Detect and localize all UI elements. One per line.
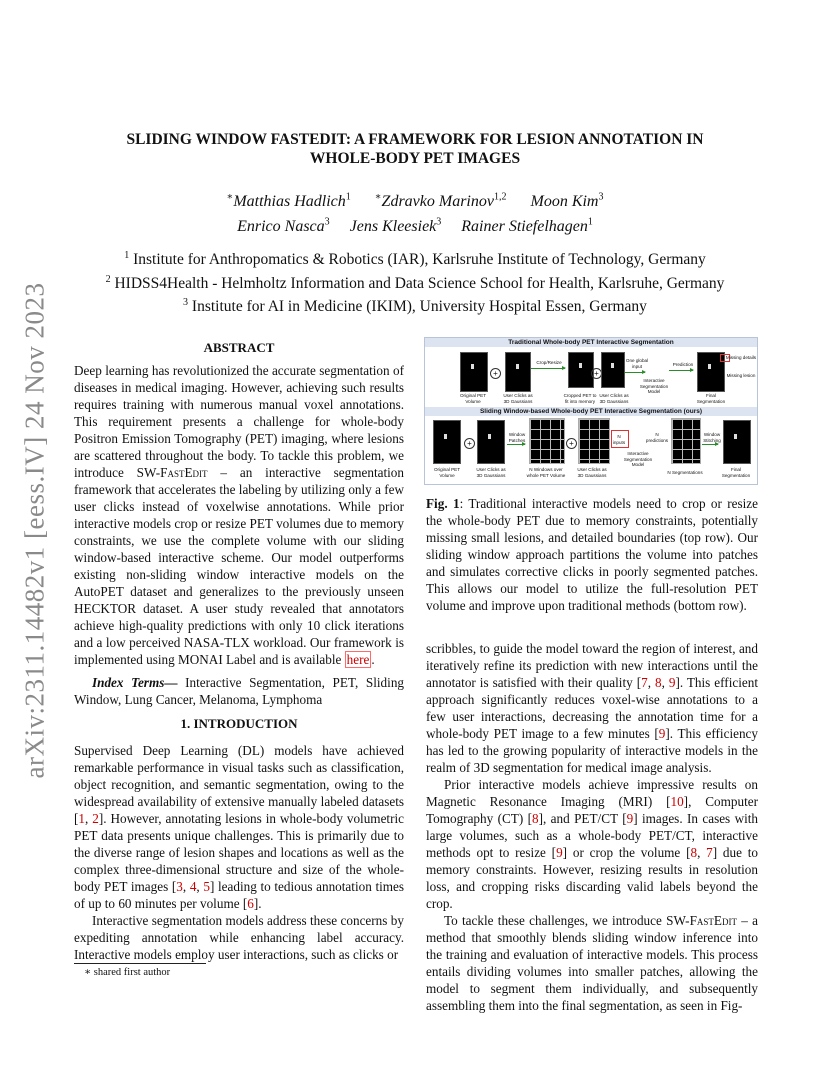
figure-label: N Windows over whole PET Volume (526, 467, 566, 478)
figure-label: User Clicks as 3D Gaussians (577, 467, 607, 478)
index-terms: Index Terms— Interactive Segmentation, PET, Sliding Window, Lung Cancer, Melanoma, Lymphoma (74, 675, 405, 707)
figure-label: Final Segmentation (696, 393, 726, 404)
segmentation-grid (671, 418, 701, 464)
arrow-icon (507, 444, 525, 445)
figure-top-title: Traditional Whole-body PET Interactive Segmentation (425, 338, 757, 347)
intro-heading: 1. INTRODUCTION (180, 716, 298, 731)
affiliation: $^2$ HIDSS4Health - Helmholtz Information and Data Science School for Health, Karlsruhe, Germany (105, 273, 725, 292)
author: Jens Kleesiek$^3$ (349, 216, 442, 235)
figure-bottom-title: Sliding Window-based Whole-body PET Interactive Segmentation (ours) (425, 407, 757, 416)
pet-volume (433, 420, 461, 464)
citation-link[interactable]: 4 (189, 879, 197, 894)
figure-label: User Clicks as 3D Gaussians (476, 467, 506, 478)
citation-link[interactable]: 8 (690, 845, 698, 860)
author: ∗Matthias Hadlich$^1$ (226, 192, 351, 211)
citation-link[interactable]: 9 (668, 675, 676, 690)
citation-link[interactable]: 10 (670, 794, 684, 809)
gaussian-volume (477, 420, 505, 464)
arrow-icon (625, 372, 645, 373)
figure-label: Original PET Volume (459, 393, 487, 404)
affiliations (80, 246, 750, 317)
author: Enrico Nasca$^3$ (237, 216, 330, 235)
figure-label: N inputs (612, 434, 626, 445)
abstract-text: Deep learning has revolutionized the accurate segmentation of diseases in medical imaging. However, achieving such results requires training with numerous manual voxel annotations. This requirement presents a challenge for whole-body Positron Emission Tomography (PET) imaging, where lesions are scattered throughout the body. To tackle this problem, we introduce SW-FastEdit – an interactive segmentation framework that accelerates the labeling by utilizing only a few user clicks instead of voxelwise annotations. While prior interactive models crop or resize PET volumes due to memory constraints, we use the complete volume with our sliding window-based interactive scheme. Our model outperforms existing non-sliding window interactive models on the AutoPET dataset and generalizes to the previously unseen HECKTOR dataset. A user study revealed that annotators achieve high-quality predictions with only 10 click iterations and a low perceived NASA-TLX workload. Our framework is implemented using MONAI Label and is available here . Index Terms— Interactive Segmentation, PET, Sliding Window, Lung Cancer, Melanoma, Lymphoma (74, 363, 405, 707)
paper-title: SLIDING WINDOW FASTEDIT: A FRAMEWORK FOR LESION ANNOTATION IN WHOLE-BODY PET IMAGES (126, 131, 704, 167)
code-link[interactable]: here (346, 652, 370, 667)
author: Moon Kim$^3$ (530, 192, 604, 211)
figure-label: User Clicks as 3D Gaussians (503, 393, 533, 404)
citation-link[interactable]: 9 (626, 811, 634, 826)
citation-link[interactable]: 7 (641, 675, 648, 690)
citation-link[interactable]: 7 (706, 845, 713, 860)
figure-label: N Segmentations (667, 470, 703, 475)
gaussian-volume (505, 352, 531, 392)
arrow-icon (669, 370, 693, 371)
affiliation: $^3$ Institute for AI in Medicine (IKIM), University Hospital Essen, Germany (183, 297, 647, 316)
window-grid (578, 418, 610, 464)
figure-label: N predictions (645, 432, 669, 443)
affiliation: $^1$ Institute for Anthropomatics & Robotics (IAR), Karlsruhe Institute of Technology, Germany (124, 250, 706, 269)
footnote: ∗ shared first author (84, 967, 171, 978)
pet-volume (460, 352, 488, 392)
figure-label: Window Patches (508, 432, 526, 443)
arrow-icon (702, 444, 718, 445)
figure-label: One global input (625, 358, 649, 369)
footnote-rule (74, 963, 206, 964)
gaussian-volume (601, 352, 625, 388)
author-list (90, 188, 740, 237)
figure-label: User Clicks as 3D Gaussians (599, 393, 629, 404)
plus-icon: + (566, 438, 577, 449)
figure-label: Missing details (725, 355, 757, 360)
citation-link[interactable]: 8 (532, 811, 539, 826)
plus-icon: + (490, 368, 501, 379)
citation-link[interactable]: 3 (176, 879, 183, 894)
figure-1 (424, 337, 758, 485)
figure-label: Window Stitching (703, 432, 721, 443)
citation-link[interactable]: 2 (92, 811, 99, 826)
plus-icon: + (464, 438, 475, 449)
abstract-heading: ABSTRACT (203, 340, 275, 355)
figure-label: Prediction (672, 362, 694, 367)
cropped-volume (568, 352, 594, 388)
citation-link[interactable]: 9 (556, 845, 563, 860)
figure-label: Final Segmentation (721, 467, 751, 478)
intro-text: Supervised Deep Learning (DL) models have achieved remarkable performance in visual tasks such as classification, object recognition, and semantic segmentation, owing to the widespread availability of extensive manually labeled datasets [1, 2]. However, annotating lesions in whole-body volumetric PET data presents unique challenges. This is primarily due to the diverse range of lesion shapes and locations as well as the complex three-dimensional structure and size of the whole-body PET images [3, 4, 5] leading to tedious annotation times of up to 60 minutes per volume [6]. Interactive segmentation models address these concerns by expediting annotation while enhancing label accuracy. Interactive models employ user interactions, such as clicks or (74, 743, 405, 962)
arrow-icon (531, 368, 565, 369)
figure-label: Missing lesion (726, 373, 756, 378)
author: ∗Zdravko Marinov$^{1,2}$ (374, 192, 507, 211)
arxiv-stamp: arXiv:2311.14482v1 [eess.IV] 24 Nov 2023 (19, 282, 50, 778)
plus-icon: + (591, 368, 602, 379)
citation-link[interactable]: 5 (203, 879, 210, 894)
final-volume (723, 420, 751, 464)
citation-link[interactable]: 9 (658, 726, 666, 741)
figure-label: Interactive Segmentation Model (623, 451, 653, 467)
figure-caption: Fig. 1: Traditional interactive models need to crop or resize the whole-body PET due to memory constraints, potentially missing small lesions, and detailed boundaries (top row). Our sliding window approach partitions the volume into patches and simulates corrective clicks in poorly segmented patches. This allows our model to utilize the full-resolution PET volume and improve upon traditional methods (bottom row). (426, 496, 758, 613)
figure-label: Crop/Resize (536, 360, 562, 365)
citation-link[interactable]: 6 (247, 896, 254, 911)
citation-link[interactable]: 1 (78, 811, 85, 826)
right-column-text: scribbles, to guide the model toward the region of interest, and iteratively refine its prediction with new interactions until the annotator is satisfied with their quality [7, 8, 9]. This efficient approach significantly reduces voxel-wise annotations to a few user interactions, decreasing the annotation time for a whole-body PET image to a few minutes [9]. This efficiency has led to the growing popularity of interactive models in the realm of 3D segmentation for medical image analysis. Prior interactive models achieve impressive results on Magnetic Resonance Imaging (MRI) [10], Computer Tomography (CT) [8], and PET/CT [9] images. In cases with large volumes, such as a whole-body PET/CT, interactive methods opt to resize [9] or crop the volume [8, 7] due to memory constraints. However, resizing results in resolution loss, and cropping risks discarding valid labels beyond the crop. To tackle these challenges, we introduce SW-FastEdit – a method that smoothly blends sliding window inference into the training and evaluation of interactive models. This process entails dividing volumes into smaller patches, allowing the model to segment them individually, and subsequently assembling them into the final segmentation, as seen in Fig- (426, 641, 759, 1013)
author: Rainer Stiefelhagen$^1$ (461, 216, 593, 235)
citation-link[interactable]: 8 (654, 675, 662, 690)
window-grid (529, 418, 565, 464)
figure-label: Cropped PET to fit into memory (563, 393, 597, 404)
figure-label: Interactive Segmentation Model (639, 378, 669, 394)
figure-label: Original PET Volume (433, 467, 461, 478)
